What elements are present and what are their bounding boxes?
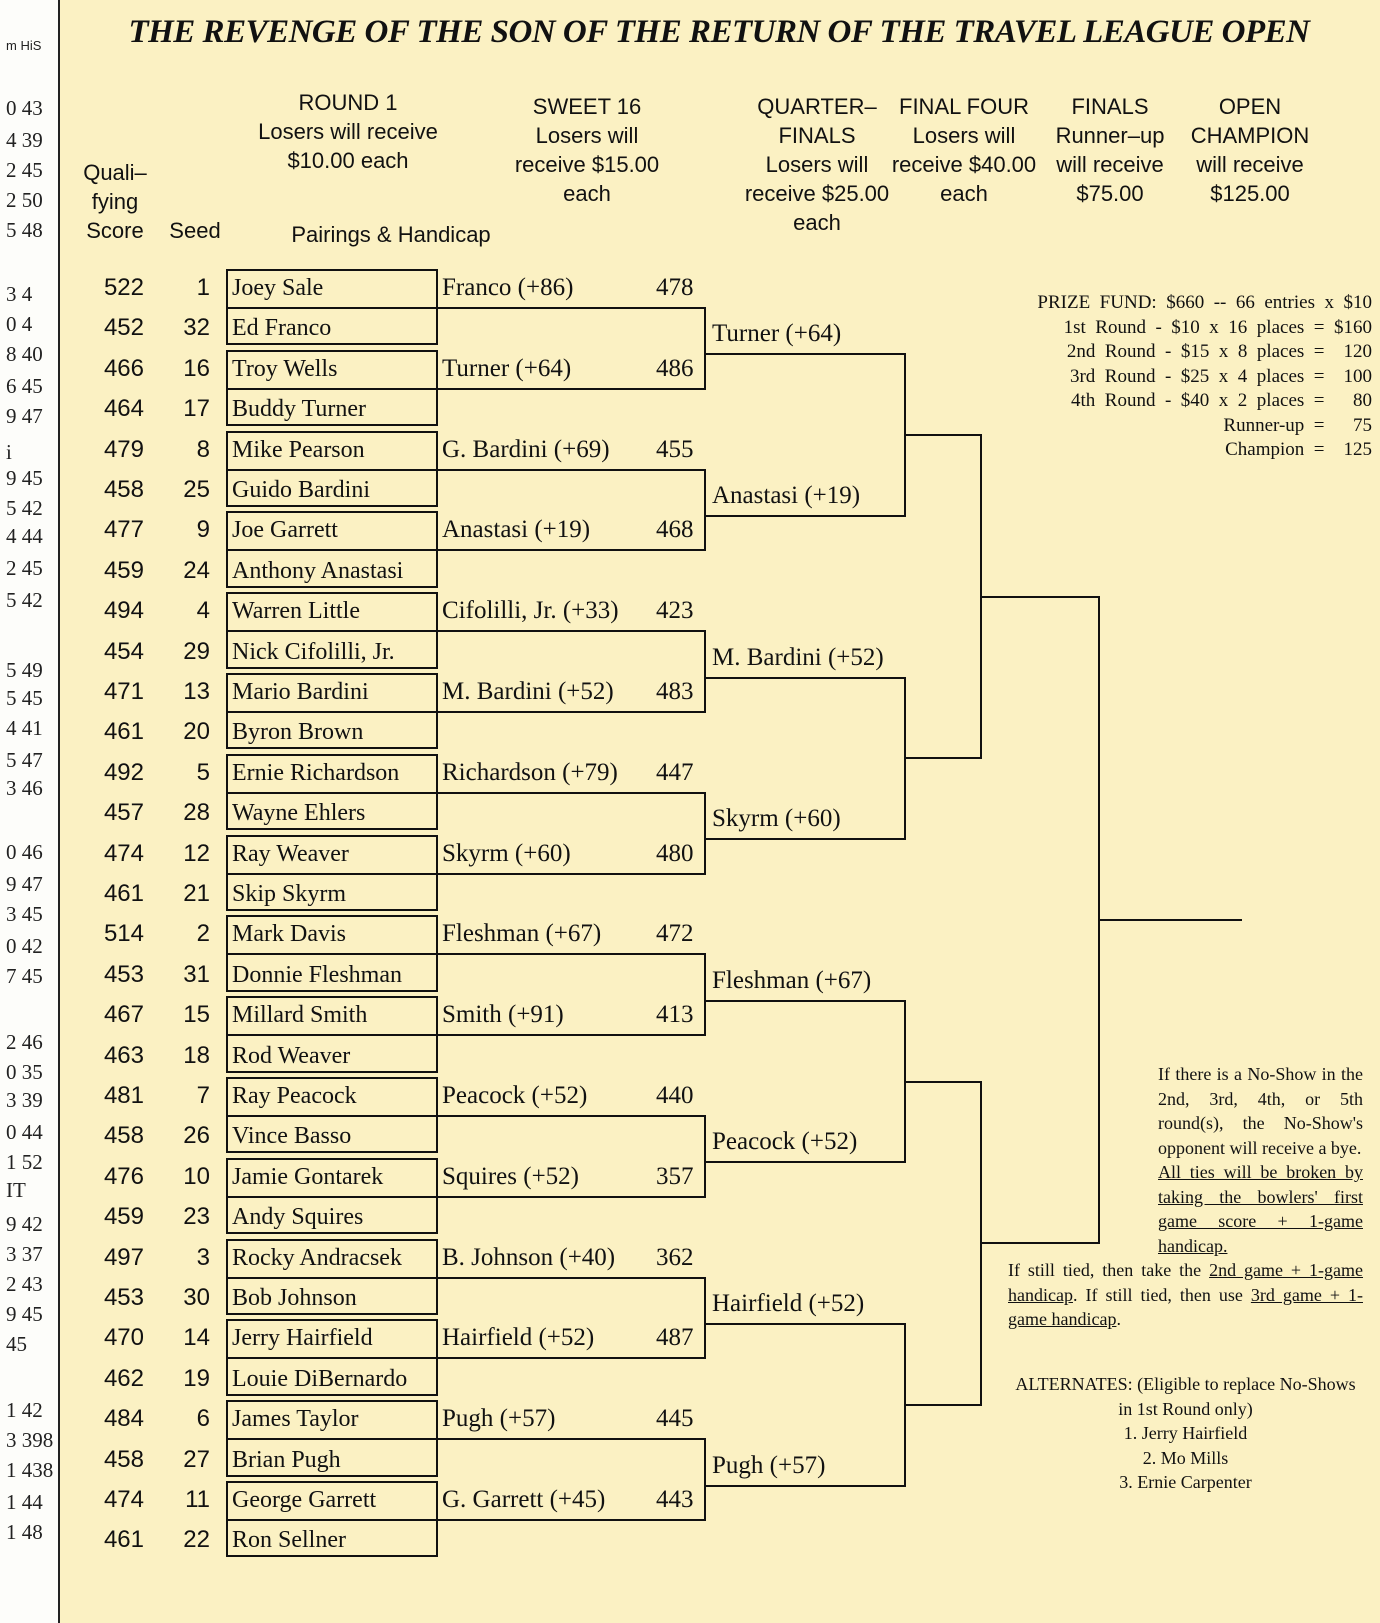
entrant-seed: 27: [183, 1445, 210, 1473]
entrant-seed: 30: [183, 1284, 210, 1311]
prize-line: 4th Round - $40 x 2 places = 80: [1071, 390, 1372, 411]
header-finals-line1: FINALS: [1071, 94, 1149, 119]
entrant-seed: 24: [183, 556, 210, 584]
entrant-score: 463: [103, 1041, 144, 1069]
header-finals: [1040, 92, 1180, 208]
entrant-seed: 19: [183, 1364, 210, 1392]
sweet16-name: G. Garrett (+45): [442, 1486, 606, 1513]
entrant-score: 479: [103, 435, 144, 463]
strip-number: 0 35: [6, 1060, 43, 1084]
tie-rule-rest: If still tied, then take the: [1008, 1260, 1210, 1280]
entrant-seed: 23: [183, 1203, 210, 1231]
header-quarterfinals: [734, 92, 900, 237]
entrant-name: Jerry Hairfield: [232, 1325, 373, 1352]
quarterfinal-underline: [706, 1000, 906, 1002]
entrant-name: Ron Sellner: [232, 1527, 346, 1554]
entrant-name: Mario Bardini: [232, 679, 369, 705]
entrant-name: Ray Peacock: [232, 1083, 357, 1109]
alternates-heading: ALTERNATES: (Eligible to replace No-Shows in 1st Round only): [1015, 1374, 1356, 1419]
header-ff-line2: Losers will: [912, 123, 1016, 148]
tie-rule-first: All ties will be broken by taking the bowlers' first game score + 1-game handicap.: [1158, 1162, 1363, 1256]
tie-rule-end: .: [1116, 1309, 1121, 1329]
tie-rule-second: 2nd game + 1-game handicap: [1008, 1260, 1363, 1305]
entrant-score: 467: [103, 1001, 144, 1029]
header-seed: Seed: [169, 218, 221, 243]
strip-number: 9 45: [6, 1302, 43, 1326]
strip-number: 1 48: [6, 1520, 43, 1544]
strip-number: 9 47: [6, 872, 43, 896]
sweet16-underline: [436, 469, 706, 471]
sweet16-underline: [436, 873, 706, 875]
strip-number: 5 48: [6, 218, 43, 242]
entrant-score: 461: [103, 1526, 144, 1554]
entrant-seed: 2: [196, 920, 210, 948]
entrant-name: Mike Pearson: [232, 436, 365, 463]
header-qualifying-score: [72, 158, 158, 245]
round1-divider: [226, 388, 438, 390]
sweet16-underline: [436, 792, 706, 794]
entrant-name: Warren Little: [232, 598, 361, 625]
entrant-seed: 5: [196, 758, 210, 786]
strip-number: i: [6, 440, 12, 464]
strip-number: 1 42: [6, 1398, 43, 1422]
sweet16-connector: [704, 1438, 706, 1519]
header-sweet16-line2: Losers will: [535, 123, 639, 148]
round1-divider: [226, 1115, 438, 1117]
sweet16-name: Anastasi (+19): [442, 516, 591, 544]
header-qualifying-line2: fying: [91, 189, 139, 214]
entrant-score: 454: [103, 637, 144, 665]
entrant-seed: 12: [183, 839, 210, 867]
header-round1: [248, 88, 448, 175]
header-sweet16-line4: each: [563, 181, 611, 206]
sweet16-score: 362: [656, 1243, 694, 1271]
header-round1-line3: $10.00 each: [287, 148, 409, 173]
tie-rule-mid: . If still tied, then use: [1072, 1284, 1251, 1305]
entrant-score: 457: [103, 799, 144, 827]
entrant-seed: 14: [183, 1324, 210, 1352]
sweet16-name: Smith (+91): [442, 1001, 564, 1029]
strip-number: 1 44: [6, 1490, 43, 1514]
header-qualifying-line1: Quali–: [83, 160, 147, 185]
header-qf-line1: QUARTER–: [757, 94, 877, 119]
sweet16-underline: [436, 549, 706, 551]
entrant-name: Mark Davis: [232, 921, 346, 948]
sweet16-connector: [704, 953, 706, 1034]
entrant-name: George Garrett: [232, 1487, 377, 1513]
strip-number: 1 438: [6, 1458, 54, 1482]
entrant-seed: 18: [183, 1041, 210, 1069]
header-champ-line1: OPEN: [1218, 94, 1282, 119]
strip-number: 0 44: [6, 1120, 43, 1144]
no-show-rule: If there is a No-Show in the 2nd, 3rd, 4th, or 5th round(s), the No-Show's opponent will receive a bye.: [1158, 1064, 1363, 1158]
entrant-seed: 15: [183, 1001, 210, 1029]
sweet16-underline: [436, 1115, 706, 1117]
strip-number: 2 43: [6, 1272, 43, 1296]
entrant-seed: 11: [185, 1486, 210, 1513]
entrant-seed: 31: [183, 960, 210, 988]
alternates: [1008, 1372, 1363, 1495]
round1-divider: [226, 307, 438, 309]
entrant-score: 458: [103, 1445, 144, 1473]
sweet16-connector: [704, 1115, 706, 1196]
sweet16-score: 357: [656, 1162, 694, 1190]
header-ff-line3: receive $40.00: [891, 152, 1037, 177]
entrant-seed: 22: [183, 1526, 210, 1554]
entrant-score: 458: [103, 1122, 144, 1150]
sweet16-score: 487: [656, 1324, 694, 1352]
round1-divider: [226, 1438, 438, 1440]
strip-number: 3 45: [6, 902, 43, 926]
left-newspaper-strip: [0, 0, 58, 1623]
header-champ-line2: CHAMPION: [1190, 123, 1310, 148]
entrant-name: Donnie Fleshman: [232, 961, 402, 988]
entrant-seed: 26: [183, 1122, 210, 1150]
entrant-score: 471: [103, 678, 144, 705]
strip-number: 0 42: [6, 934, 43, 958]
sweet16-score: 478: [656, 274, 694, 301]
quarterfinal-underline: [706, 1323, 906, 1325]
entrant-seed: 21: [183, 880, 210, 907]
strip-number: 9 45: [6, 466, 43, 490]
entrant-seed: 9: [196, 516, 210, 544]
strip-number: 3 37: [6, 1242, 43, 1266]
header-qf-line4: receive $25.00: [744, 181, 890, 206]
entrant-name: Anthony Anastasi: [232, 557, 404, 584]
quarterfinal-name: Hairfield (+52): [712, 1290, 865, 1317]
entrant-name: Joey Sale: [232, 275, 324, 301]
sweet16-name: Squires (+52): [442, 1162, 579, 1190]
rules-text: [1008, 1062, 1363, 1332]
sweet16-connector: [704, 469, 706, 550]
strip-number: 2 45: [6, 556, 43, 580]
sweet16-connector: [704, 307, 706, 388]
sweet16-connector: [704, 630, 706, 711]
sweet16-underline: [436, 388, 706, 390]
entrant-score: 453: [103, 960, 144, 988]
entrant-name: Joe Garrett: [232, 517, 338, 544]
sweet16-score: 443: [656, 1486, 694, 1513]
round1-divider: [226, 549, 438, 551]
entrant-seed: 7: [196, 1082, 210, 1109]
entrant-seed: 10: [183, 1162, 210, 1190]
round1-divider: [226, 1196, 438, 1198]
sweet16-underline: [436, 1438, 706, 1440]
header-champion: [1180, 92, 1320, 208]
finalfour-slot: [906, 757, 982, 759]
strip-number: 5 49: [6, 658, 43, 682]
finalfour-slot: [906, 1404, 982, 1406]
strip-number: 1 52: [6, 1150, 43, 1174]
sweet16-connector: [704, 1277, 706, 1358]
entrant-seed: 20: [183, 718, 210, 746]
quarterfinal-underline: [706, 838, 906, 840]
strip-number: 4 41: [6, 716, 43, 740]
sweet16-name: Cifolilli, Jr. (+33): [442, 597, 619, 625]
finalfour-slot: [906, 434, 982, 436]
sweet16-score: 445: [656, 1405, 694, 1433]
strip-number: 6 45: [6, 374, 43, 398]
sweet16-score: 483: [656, 678, 694, 705]
entrant-name: Byron Brown: [232, 719, 364, 746]
entrant-score: 477: [103, 516, 144, 544]
header-qf-line3: Losers will: [765, 152, 869, 177]
prize-line: Champion = 125: [1225, 439, 1372, 460]
entrant-name: Andy Squires: [232, 1204, 364, 1231]
sweet16-underline: [436, 1519, 706, 1521]
header-finals-line3: will receive: [1056, 152, 1164, 177]
sweet16-name: Pugh (+57): [442, 1405, 556, 1433]
sweet16-underline: [436, 1196, 706, 1198]
round1-divider: [226, 630, 438, 632]
sweet16-underline: [436, 1034, 706, 1036]
header-qf-line2: FINALS: [778, 123, 856, 148]
entrant-seed: 8: [196, 435, 210, 463]
entrant-seed: 13: [183, 678, 210, 705]
entrant-name: Ed Franco: [232, 315, 332, 342]
finalfour-slot: [906, 1081, 982, 1083]
strip-number: 5 47: [6, 748, 43, 772]
sweet16-name: G. Bardini (+69): [442, 435, 610, 463]
header-round1-line2: Losers will receive: [258, 119, 438, 144]
entrant-name: Louie DiBernardo: [232, 1365, 408, 1392]
sweet16-score: 423: [656, 597, 694, 625]
sweet16-name: Peacock (+52): [442, 1082, 588, 1109]
tie-rule-third: 3rd game + 1-game handicap: [1008, 1284, 1363, 1329]
finals-slot: [982, 596, 1100, 598]
strip-number: 3 4: [6, 282, 33, 306]
prize-line: 1st Round - $10 x 16 places = $160: [1063, 316, 1372, 338]
entrant-score: 459: [103, 1203, 144, 1231]
entrant-score: 470: [103, 1324, 144, 1352]
entrant-score: 453: [103, 1284, 144, 1311]
entrant-score: 458: [103, 476, 144, 503]
prize-fund: [1037, 291, 1372, 463]
strip-number: 7 45: [6, 964, 43, 988]
strip-header: m HiS: [6, 38, 42, 53]
quarterfinal-underline: [706, 1161, 906, 1163]
entrant-score: 514: [103, 920, 144, 948]
entrant-name: Rod Weaver: [232, 1042, 351, 1069]
round1-divider: [226, 711, 438, 713]
header-qualifying-line3: Score: [86, 218, 144, 243]
sweet16-score: 480: [656, 839, 694, 867]
quarterfinal-name: Skyrm (+60): [712, 805, 841, 833]
strip-number: 5 42: [6, 588, 43, 612]
strip-number: 3 46: [6, 776, 43, 800]
header-round1-line1: ROUND 1: [298, 90, 398, 115]
entrant-seed: 4: [196, 597, 210, 625]
entrant-name: Buddy Turner: [232, 396, 367, 423]
sweet16-underline: [436, 1277, 706, 1279]
sweet16-underline: [436, 711, 706, 713]
quarterfinal-underline: [706, 1485, 906, 1487]
sweet16-name: Fleshman (+67): [442, 920, 602, 948]
prize-line: 3rd Round - $25 x 4 places = 100: [1069, 365, 1372, 387]
strip-number: 8 40: [6, 342, 43, 366]
strip-number: IT: [6, 1178, 26, 1202]
strip-number: 4 39: [6, 128, 43, 152]
prize-line: Runner-up = 75: [1223, 414, 1372, 436]
entrant-score: 466: [103, 354, 144, 382]
header-champ-line4: $125.00: [1210, 181, 1290, 206]
entrant-name: Ernie Richardson: [232, 759, 400, 786]
quarterfinal-name: M. Bardini (+52): [712, 643, 884, 671]
sweet16-name: Richardson (+79): [442, 758, 618, 786]
round1-divider: [226, 953, 438, 955]
header-qf-line5: each: [793, 210, 841, 235]
sweet16-score: 440: [656, 1082, 694, 1109]
entrant-score: 484: [103, 1405, 144, 1433]
entrant-name: Rocky Andracsek: [232, 1244, 402, 1271]
quarterfinal-name: Turner (+64): [712, 320, 842, 348]
quarterfinal-name: Pugh (+57): [712, 1451, 826, 1479]
entrant-name: Millard Smith: [232, 1002, 368, 1029]
strip-number: 2 45: [6, 158, 43, 182]
sweet16-name: Turner (+64): [442, 354, 572, 382]
entrant-score: 494: [103, 597, 144, 625]
entrant-score: 474: [103, 1486, 144, 1513]
strip-number: 2 50: [6, 188, 43, 212]
entrant-score: 452: [103, 314, 144, 342]
header-ff-line1: FINAL FOUR: [899, 94, 1029, 119]
entrant-name: Brian Pugh: [232, 1446, 341, 1473]
entrant-seed: 1: [196, 274, 210, 301]
entrant-name: Guido Bardini: [232, 477, 370, 503]
round1-divider: [226, 792, 438, 794]
entrant-name: James Taylor: [232, 1406, 359, 1433]
entrant-seed: 6: [196, 1405, 210, 1433]
prize-line: PRIZE FUND: $660 -- 66 entries x $10: [1037, 292, 1372, 313]
sweet16-score: 468: [656, 516, 694, 544]
entrant-score: 497: [103, 1243, 144, 1271]
header-sweet16: [498, 92, 676, 208]
alternate-item: 1. Jerry Hairfield: [1123, 1423, 1248, 1443]
quarterfinal-underline: [706, 515, 906, 517]
strip-number: 0 43: [6, 96, 43, 120]
strip-number: 5 45: [6, 686, 43, 710]
entrant-name: Vince Basso: [232, 1123, 352, 1150]
entrant-seed: 3: [196, 1243, 210, 1271]
sweet16-underline: [436, 953, 706, 955]
strip-number: 45: [6, 1332, 27, 1356]
sweet16-score: 413: [656, 1001, 694, 1029]
entrant-score: 464: [103, 395, 144, 423]
strip-number: 0 46: [6, 840, 43, 864]
sweet16-name: Franco (+86): [442, 274, 574, 301]
round1-divider: [226, 1277, 438, 1279]
entrant-seed: 25: [183, 476, 210, 503]
entrant-score: 481: [103, 1082, 144, 1109]
sweet16-name: Hairfield (+52): [442, 1324, 595, 1352]
quarterfinal-name: Anastasi (+19): [712, 482, 861, 509]
tie-rule: [1008, 1160, 1363, 1332]
strip-number: 2 46: [6, 1030, 43, 1054]
sweet16-score: 472: [656, 920, 694, 948]
page-title: THE REVENGE OF THE SON OF THE RETURN OF THE TRAVEL LEAGUE OPEN: [128, 14, 1310, 50]
sweet16-underline: [436, 1357, 706, 1359]
sweet16-underline: [436, 307, 706, 309]
entrant-name: Skip Skyrm: [232, 881, 347, 907]
alternate-item: 3. Ernie Carpenter: [1119, 1472, 1252, 1492]
sweet16-underline: [436, 630, 706, 632]
header-finals-line2: Runner–up: [1055, 123, 1165, 148]
entrant-score: 459: [103, 556, 144, 584]
entrant-seed: 28: [183, 799, 210, 827]
entrant-score: 461: [103, 718, 144, 746]
alternate-item: 2. Mo Mills: [1142, 1447, 1229, 1468]
entrant-seed: 16: [183, 354, 210, 382]
round1-divider: [226, 1034, 438, 1036]
quarterfinal-underline: [706, 677, 906, 679]
entrant-score: 474: [103, 839, 144, 867]
entrant-score: 461: [103, 880, 144, 907]
sweet16-score: 447: [656, 758, 694, 786]
round1-divider: [226, 469, 438, 471]
entrant-name: Troy Wells: [232, 355, 338, 382]
quarterfinal-name: Fleshman (+67): [712, 966, 872, 994]
entrant-score: 522: [103, 274, 144, 301]
quarterfinal-underline: [706, 353, 906, 355]
strip-number: 0 4: [6, 312, 33, 336]
sweet16-connector: [704, 792, 706, 873]
header-finals-line4: $75.00: [1076, 181, 1144, 206]
sweet16-name: Skyrm (+60): [442, 839, 571, 867]
champion-slot: [1100, 919, 1242, 921]
header-ff-line4: each: [940, 181, 988, 206]
round1-divider: [226, 1519, 438, 1521]
header-champ-line3: will receive: [1196, 152, 1304, 177]
entrant-score: 476: [103, 1162, 144, 1190]
entrant-name: Bob Johnson: [232, 1285, 357, 1311]
round1-divider: [226, 1357, 438, 1359]
header-finalfour: [888, 92, 1040, 208]
sweet16-score: 455: [656, 435, 694, 463]
entrant-name: Nick Cifolilli, Jr.: [232, 638, 395, 665]
entrant-name: Wayne Ehlers: [232, 800, 366, 827]
header-sweet16-line1: SWEET 16: [532, 94, 642, 119]
entrant-score: 492: [103, 758, 144, 786]
quarterfinal-name: Peacock (+52): [712, 1128, 858, 1156]
entrant-seed: 32: [183, 314, 210, 342]
strip-number: 3 398: [6, 1428, 54, 1452]
entrant-name: Jamie Gontarek: [232, 1163, 384, 1190]
strip-number: 4 44: [6, 524, 43, 548]
sweet16-name: M. Bardini (+52): [442, 678, 614, 705]
sweet16-score: 486: [656, 354, 694, 382]
entrant-name: Ray Weaver: [232, 840, 349, 867]
prize-line: 2nd Round - $15 x 8 places = 120: [1066, 341, 1372, 362]
header-pairings: Pairings & Handicap: [291, 222, 491, 247]
round1-divider: [226, 873, 438, 875]
strip-number: 5 42: [6, 496, 43, 520]
strip-number: 9 47: [6, 404, 43, 428]
entrant-seed: 17: [183, 395, 210, 423]
header-sweet16-line3: receive $15.00: [514, 152, 660, 177]
sweet16-name: B. Johnson (+40): [442, 1243, 616, 1271]
strip-number: 9 42: [6, 1212, 43, 1236]
entrant-score: 462: [103, 1364, 144, 1392]
entrant-seed: 29: [183, 637, 210, 665]
strip-number: 3 39: [6, 1088, 43, 1112]
